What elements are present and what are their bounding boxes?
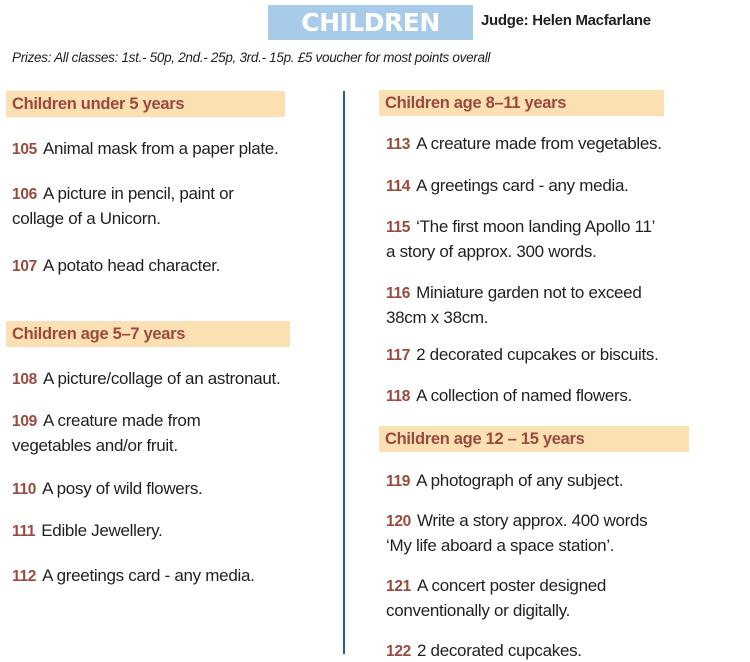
judge-name: Judge: Helen Macfarlane — [481, 12, 651, 29]
class-description-cont: 38cm x 38cm. — [386, 308, 489, 327]
class-description: 2 decorated cupcakes. — [416, 641, 582, 660]
class-entry — [386, 281, 641, 330]
class-entry — [386, 639, 582, 662]
section-header-under-5: Children under 5 years — [6, 91, 285, 117]
column-divider — [343, 91, 345, 654]
class-description: 2 decorated cupcakes or biscuits. — [416, 345, 659, 364]
class-number: 117 — [386, 347, 411, 364]
class-number: 115 — [386, 219, 411, 236]
class-description: Animal mask from a paper plate. — [42, 139, 279, 158]
class-description: A photograph of any subject. — [416, 471, 624, 490]
class-entry — [12, 564, 255, 589]
class-description: A greetings card - any media. — [42, 566, 255, 585]
class-description: A greetings card - any media. — [416, 176, 629, 195]
class-description-cont: conventionally or digitally. — [386, 601, 571, 620]
class-number: 105 — [12, 141, 37, 158]
class-number: 112 — [12, 568, 37, 585]
class-number: 107 — [12, 258, 37, 275]
class-entry — [12, 409, 200, 458]
class-entry — [386, 384, 632, 409]
class-entry — [12, 519, 162, 544]
class-number: 109 — [12, 413, 37, 430]
class-entry — [12, 137, 278, 162]
class-description: A collection of named flowers. — [416, 386, 633, 405]
class-entry — [386, 574, 606, 623]
class-entry — [12, 254, 220, 279]
class-description: A picture in pencil, paint or — [42, 184, 234, 203]
class-description-cont: collage of a Unicorn. — [12, 209, 161, 228]
section-header-8-11: Children age 8–11 years — [379, 90, 664, 116]
class-entry — [386, 215, 655, 264]
page-title: CHILDREN — [301, 8, 440, 37]
class-number: 106 — [12, 186, 37, 203]
class-number: 119 — [386, 473, 411, 490]
class-number: 121 — [386, 578, 411, 595]
class-entry — [12, 182, 234, 231]
class-entry — [12, 367, 280, 392]
class-entry — [386, 343, 659, 368]
class-entry — [12, 477, 202, 502]
class-entry — [386, 469, 623, 494]
class-number: 113 — [386, 136, 411, 153]
class-entry — [386, 132, 662, 157]
class-entry — [386, 174, 629, 199]
class-entry — [386, 509, 647, 558]
class-description: Miniature garden not to exceed — [416, 283, 642, 302]
class-description-cont: ‘My life aboard a space station’. — [386, 536, 615, 555]
class-number: 110 — [12, 481, 37, 498]
class-number: 114 — [386, 178, 411, 195]
class-number: 120 — [386, 513, 411, 530]
prizes-line: Prizes: All classes: 1st.- 50p, 2nd.- 25p, 3rd.- 15p. £5 voucher for most points overall — [12, 50, 491, 65]
class-description: A concert poster designed — [416, 576, 607, 595]
class-description-cont: vegetables and/or fruit. — [12, 436, 178, 455]
section-header-12-15: Children age 12 – 15 years — [379, 426, 689, 452]
class-number: 122 — [386, 643, 411, 660]
class-number: 108 — [12, 371, 37, 388]
class-number: 116 — [386, 285, 411, 302]
class-number: 118 — [386, 388, 411, 405]
class-description: A potato head character. — [42, 256, 221, 275]
class-description: Edible Jewellery. — [41, 521, 163, 540]
header-band — [268, 5, 473, 40]
class-description: A creature made from vegetables. — [416, 134, 662, 153]
class-description: ‘The first moon landing Apollo 11’ — [416, 217, 656, 236]
class-description: A posy of wild flowers. — [42, 479, 203, 498]
class-description: Write a story approx. 400 words — [416, 511, 648, 530]
class-description: A picture/collage of an astronaut. — [42, 369, 281, 388]
class-description-cont: a story of approx. 300 words. — [386, 242, 597, 261]
class-description: A creature made from — [42, 411, 201, 430]
class-number: 111 — [12, 523, 36, 540]
section-header-5-7: Children age 5–7 years — [6, 321, 290, 347]
